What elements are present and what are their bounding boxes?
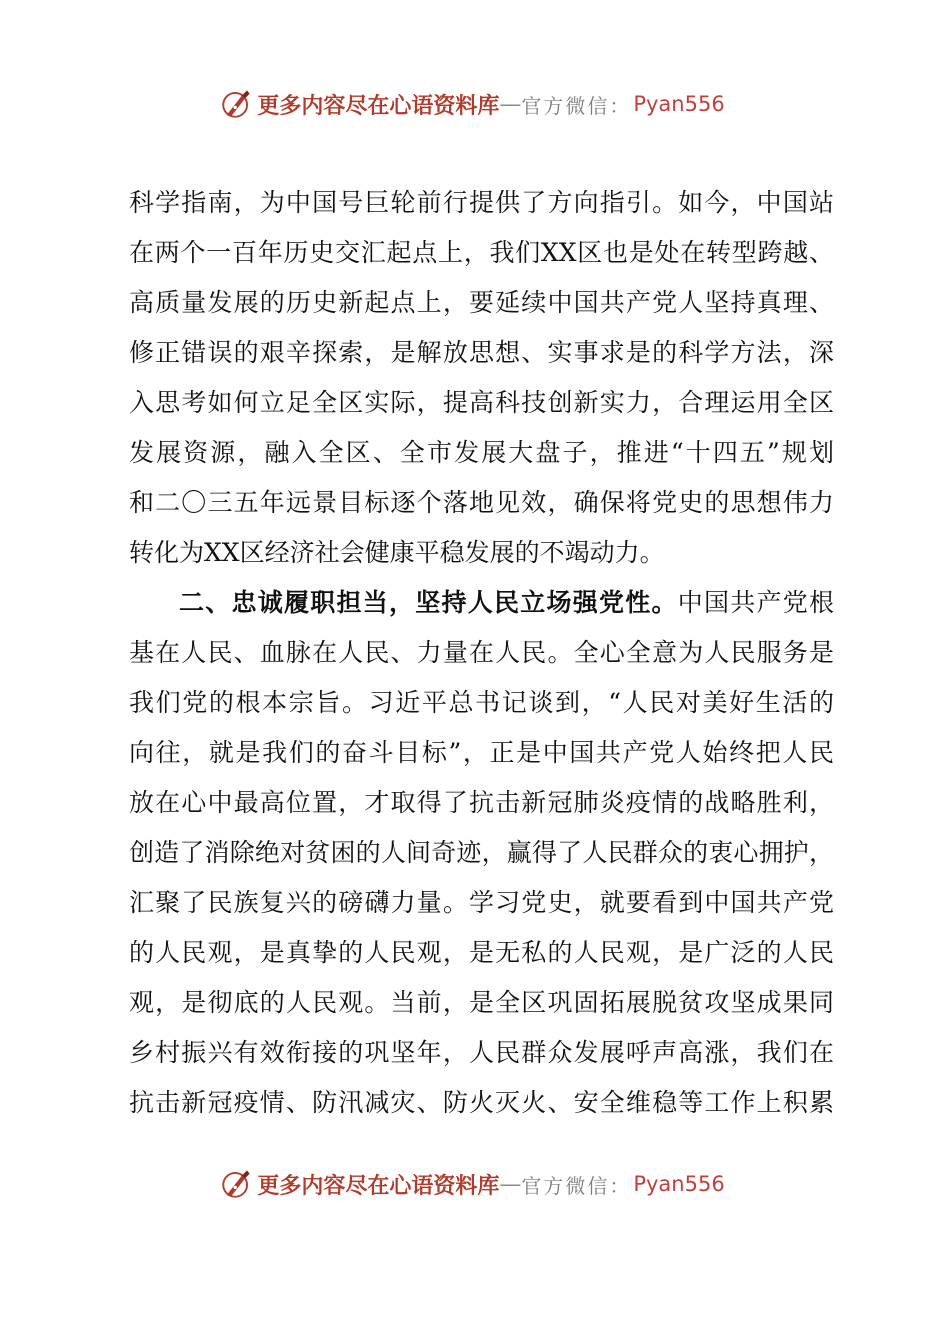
text-line: 转化为XX区经济社会健康平稳发展的不竭动力。 <box>129 538 665 567</box>
text-line: 高质量发展的历史新起点上，要延续中国共产党人坚持真理、 <box>129 288 834 317</box>
text-line: 修正错误的艰辛探索，是解放思想、实事求是的科学方法，深 <box>129 338 834 367</box>
text-line: 的人民观，是真挚的人民观，是无私的人民观，是广泛的人民 <box>129 938 834 967</box>
text-line: 抗击新冠疫情、防汛减灾、防火灭火、安全维稳等工作上积累 <box>129 1088 834 1117</box>
banner-wechat-id: Pyan556 <box>633 92 725 116</box>
section-heading-continuation: 中国共产党根 <box>677 588 834 617</box>
text-line: 向往，就是我们的奋斗目标”，正是中国共产党人始终把人民 <box>129 738 834 767</box>
text-line-first <box>129 578 834 628</box>
banner-main-text: 更多内容尽在心语资料库 <box>257 92 500 119</box>
banner-wechat-label: 官方微信： <box>521 1173 632 1198</box>
text-line: 汇聚了民族复兴的磅礴力量。学习党史，就要看到中国共产党 <box>129 888 834 917</box>
text-line: 观，是彻底的人民观。当前，是全区巩固拓展脱贫攻坚成果同 <box>129 988 834 1017</box>
section-heading: 二、忠诚履职担当，坚持人民立场强党性。 <box>179 588 678 617</box>
paragraph-1 <box>129 178 834 578</box>
header-watermark-banner <box>0 82 950 126</box>
text-line: 和二〇三五年远景目标逐个落地见效，确保将党史的思想伟力 <box>129 488 834 517</box>
fountain-pen-logo-icon <box>219 1167 253 1201</box>
text-line: 在两个一百年历史交汇起点上，我们XX区也是处在转型跨越、 <box>129 238 834 267</box>
text-line: 发展资源，融入全区、全市发展大盘子，推进“十四五”规划 <box>129 438 834 467</box>
paragraph-2 <box>129 578 834 1128</box>
text-line: 放在心中最高位置，才取得了抗击新冠肺炎疫情的战略胜利， <box>129 788 834 817</box>
text-line: 科学指南，为中国号巨轮前行提供了方向指引。如今，中国站 <box>129 188 834 217</box>
banner-wechat-id: Pyan556 <box>633 1172 725 1196</box>
text-line: 入思考如何立足全区实际，提高科技创新实力，合理运用全区 <box>129 388 834 417</box>
document-body <box>129 178 834 1128</box>
banner-dash: — <box>499 91 522 117</box>
fountain-pen-logo-icon <box>219 87 253 121</box>
banner-wechat-label: 官方微信： <box>521 93 632 118</box>
text-line: 我们党的根本宗旨。习近平总书记谈到，“人民对美好生活的 <box>129 688 834 717</box>
banner-main-text: 更多内容尽在心语资料库 <box>257 1172 500 1199</box>
text-line: 乡村振兴有效衔接的巩坚年，人民群众发展呼声高涨，我们在 <box>129 1038 834 1067</box>
banner-dash: — <box>499 1171 522 1197</box>
text-line: 创造了消除绝对贫困的人间奇迹，赢得了人民群众的衷心拥护， <box>129 838 834 867</box>
footer-watermark-banner <box>0 1162 950 1206</box>
text-line: 基在人民、血脉在人民、力量在人民。全心全意为人民服务是 <box>129 638 834 667</box>
